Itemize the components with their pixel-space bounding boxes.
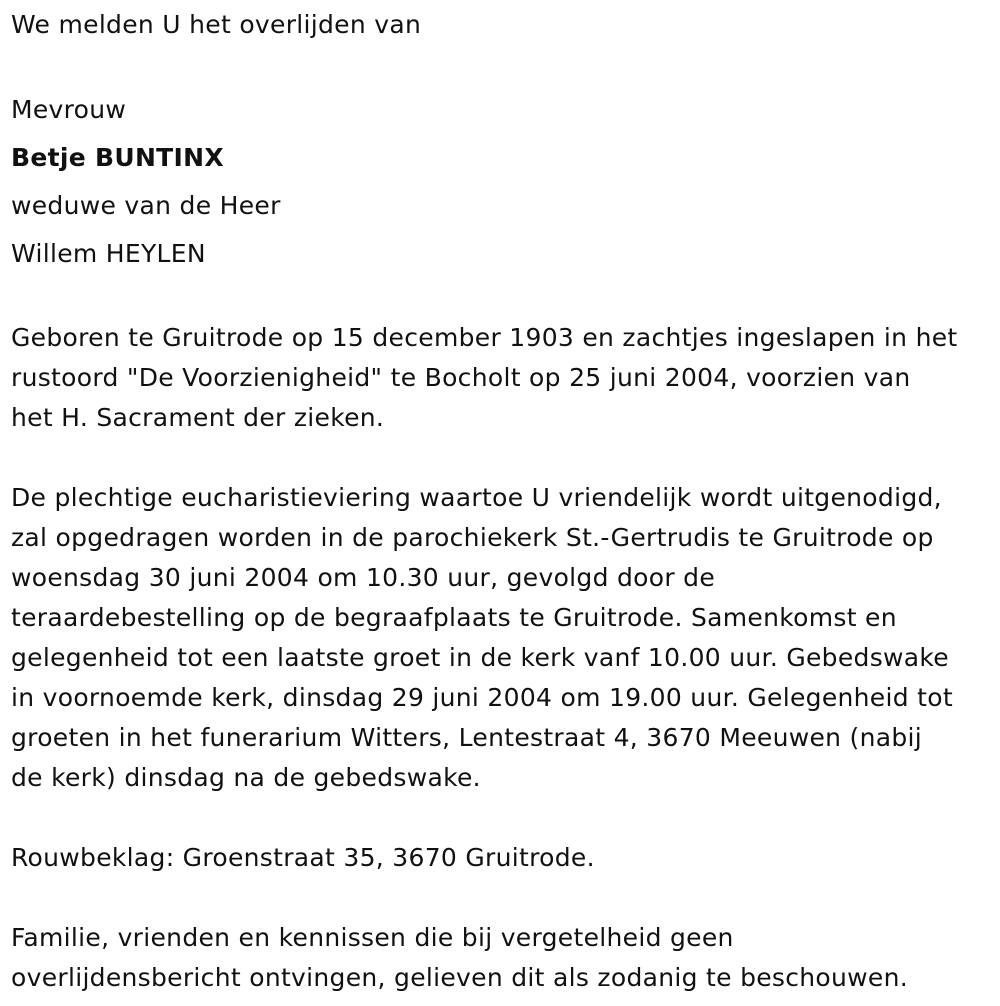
birth-paragraph — [11, 318, 991, 438]
intro-text: We melden U het overlijden van — [11, 10, 422, 39]
death-notice — [11, 4, 991, 998]
spacer — [11, 878, 991, 918]
closing-paragraph — [11, 918, 991, 998]
paragraph-line: Geboren te Gruitrode op 15 december 1903 en zachtjes ingeslapen in het — [11, 323, 958, 352]
deceased-name: Betje BUNTINX — [11, 143, 224, 172]
ceremony-paragraph — [11, 478, 991, 798]
spacer — [11, 46, 991, 86]
paragraph-line: De plechtige eucharistieviering waartoe U vriendelijk wordt uitgenodigd, — [11, 483, 942, 512]
deceased-block — [11, 86, 991, 278]
spacer — [11, 798, 991, 838]
spacer — [11, 278, 991, 318]
paragraph-line: de kerk) dinsdag na de gebedswake. — [11, 763, 481, 792]
paragraph-line: in voornoemde kerk, dinsdag 29 juni 2004 om 19.00 uur. Gelegenheid tot — [11, 683, 953, 712]
paragraph-line: teraardebestelling op de begraafplaats te Gruitrode. Samenkomst en — [11, 603, 897, 632]
paragraph-line: Familie, vrienden en kennissen die bij vergetelheid geen — [11, 923, 734, 952]
paragraph-line: zal opgedragen worden in de parochiekerk St.-Gertrudis te Gruitrode op — [11, 523, 934, 552]
condolence-address: Rouwbeklag: Groenstraat 35, 3670 Gruitrode. — [11, 843, 595, 872]
paragraph-line: overlijdensbericht ontvingen, gelieven dit als zodanig te beschouwen. — [11, 963, 908, 992]
relation-text: weduwe van de Heer — [11, 191, 281, 220]
spouse-name: Willem HEYLEN — [11, 239, 206, 268]
paragraph-line: gelegenheid tot een laatste groet in de kerk vanf 10.00 uur. Gebedswake — [11, 643, 949, 672]
paragraph-line: groeten in het funerarium Witters, Lentestraat 4, 3670 Meeuwen (nabij — [11, 723, 923, 752]
paragraph-line: woensdag 30 juni 2004 om 10.30 uur, gevolgd door de — [11, 563, 716, 592]
honorific: Mevrouw — [11, 95, 127, 124]
spacer — [11, 438, 991, 478]
paragraph-line: rustoord "De Voorzienigheid" te Bocholt op 25 juni 2004, voorzien van — [11, 363, 911, 392]
paragraph-line: het H. Sacrament der zieken. — [11, 403, 385, 432]
condolence-paragraph — [11, 838, 991, 878]
